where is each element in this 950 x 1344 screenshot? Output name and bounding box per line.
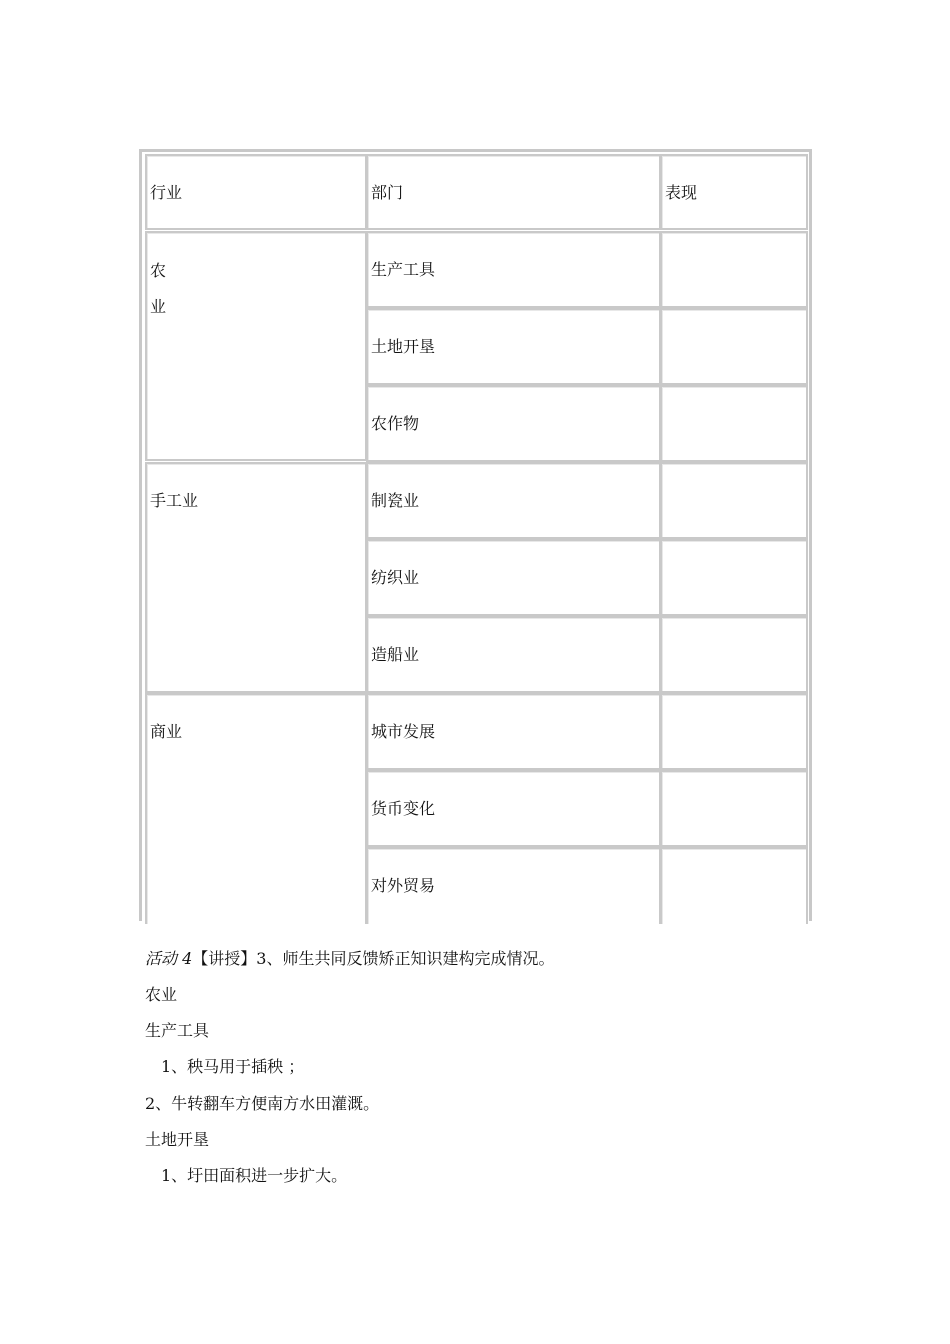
industry-label-handicraft: 手工业 — [150, 491, 199, 510]
performance-cell — [660, 539, 808, 616]
list-item: 1、秧马用于插秧 ； — [161, 1057, 305, 1076]
department-label: 制瓷业 — [371, 491, 420, 510]
department-cell — [366, 462, 661, 539]
department-cell — [366, 231, 661, 308]
department-cell — [366, 693, 661, 770]
department-cell — [366, 770, 661, 847]
header-performance: 表现 — [665, 183, 698, 202]
department-cell — [366, 539, 661, 616]
department-label: 土地开垦 — [371, 337, 436, 356]
industry-label-commerce: 商业 — [150, 722, 183, 741]
table-header-cell — [145, 154, 367, 230]
activity-label: 活动 4 — [145, 949, 193, 968]
performance-cell — [660, 385, 808, 462]
performance-cell — [660, 770, 808, 847]
department-cell — [366, 616, 661, 693]
industry-char: 业 — [150, 297, 167, 316]
department-label: 纺织业 — [371, 568, 420, 587]
department-cell — [366, 847, 661, 924]
activity-description: 【讲授】3、师生共同反馈矫正知识建构完成情况。 — [192, 949, 555, 968]
department-label: 对外贸易 — [371, 876, 436, 895]
industry-table — [139, 149, 812, 921]
performance-cell — [660, 462, 808, 539]
department-label: 农作物 — [371, 414, 420, 433]
subsection-heading: 生产工具 — [145, 1021, 210, 1040]
performance-cell — [660, 308, 808, 385]
table-header-cell — [660, 154, 808, 230]
header-industry: 行业 — [150, 183, 183, 202]
list-item: 1、圩田面积进一步扩大。 — [161, 1166, 348, 1185]
industry-char: 农 — [150, 261, 167, 280]
department-label: 造船业 — [371, 645, 420, 664]
industry-cell-commerce — [145, 693, 367, 924]
industry-cell-handicraft — [145, 462, 367, 693]
section-heading: 农业 — [145, 985, 178, 1004]
performance-cell — [660, 616, 808, 693]
subsection-heading: 土地开垦 — [145, 1130, 210, 1149]
department-cell — [366, 385, 661, 462]
department-cell — [366, 308, 661, 385]
industry-label-agriculture — [150, 253, 172, 325]
header-department: 部门 — [371, 183, 404, 202]
activity-heading — [145, 948, 554, 970]
industry-cell-agriculture — [145, 231, 367, 461]
list-item: 2、牛转翻车方便南方水田灌溉。 — [145, 1094, 380, 1113]
department-label: 生产工具 — [371, 260, 436, 279]
performance-cell — [660, 847, 808, 924]
performance-cell — [660, 231, 808, 308]
table-header-cell — [366, 154, 661, 230]
department-label: 货币变化 — [371, 799, 436, 818]
department-label: 城市发展 — [371, 722, 436, 741]
performance-cell — [660, 693, 808, 770]
